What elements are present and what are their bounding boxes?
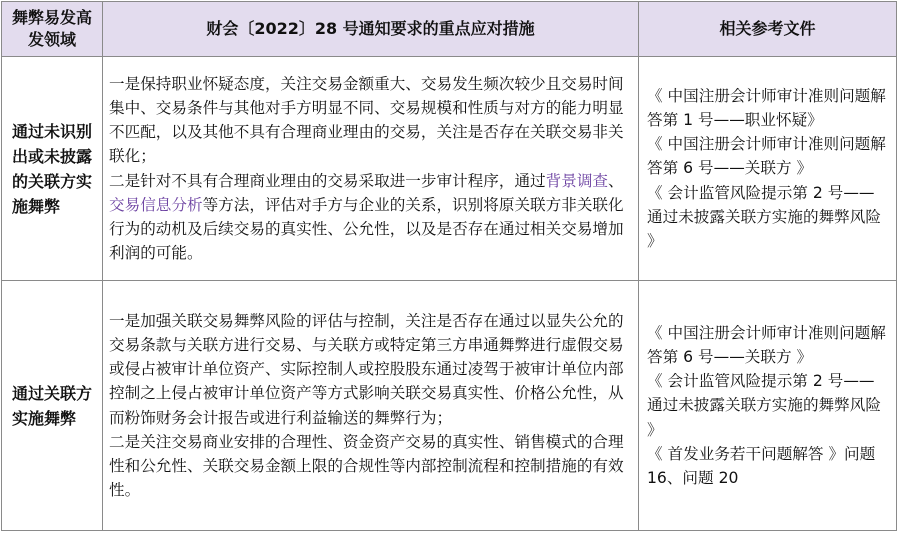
- area-label: 通过未识别出或未披露的关联方实施舞弊: [12, 121, 93, 216]
- reference-item: 《 会计监管风险提示第 2 号——通过未披露关联方实施的舞弊风险 》: [647, 183, 881, 250]
- measure-item-2: 二是关注交易商业安排的合理性、资金资产交易的真实性、销售模式的合理性和公允性、关联交易金额上限的合规性等内部控制流程和控制措施的有效性。: [109, 432, 624, 500]
- header-col-refs: [639, 2, 897, 57]
- area-cell: [2, 57, 103, 281]
- header-col-measures: [103, 2, 639, 57]
- refs-cell: [639, 57, 897, 281]
- reference-item: 《 中国注册会计师审计准则问题解答第 1 号——职业怀疑》: [647, 86, 886, 129]
- area-cell: [2, 281, 103, 531]
- table-header-row: [2, 2, 897, 57]
- measures-cell: [103, 281, 639, 531]
- reference-item: 《 首发业务若干问题解答 》问题 16、问题 20: [647, 444, 876, 487]
- area-label: 通过关联方实施舞弊: [12, 383, 93, 428]
- header-col-measures-label: 财会〔2022〕28 号通知要求的重点应对措施: [206, 19, 535, 38]
- header-col-area-label: 舞弊易发高发领域: [11, 8, 92, 49]
- table-row: [2, 57, 897, 281]
- reference-item: 《 中国注册会计师审计准则问题解答第 6 号——关联方 》: [647, 323, 886, 366]
- background-check-link[interactable]: 背景调查: [545, 171, 609, 190]
- reference-item: 《 会计监管风险提示第 2 号——通过未披露关联方实施的舞弊风险 》: [647, 372, 881, 439]
- fraud-measures-table: [1, 1, 897, 531]
- measure-separator: 、: [608, 171, 624, 190]
- refs-cell: [639, 281, 897, 531]
- measure-item-1: 一是加强关联交易舞弊风险的评估与控制，关注是否存在通过以显失公允的交易条款与关联方进行交易、与关联方或特定第三方串通舞弊进行虚假交易或侵占被审计单位资产、实际控制人或控股股东通过凌驾于被审计单位内部控制之上侵占被审计单位资产等方式影响关联交易真实性、价格公允性，从而粉饰财务会计报告或进行利益输送的舞弊行为；: [109, 311, 624, 427]
- measure-item-1: 一是保持职业怀疑态度，关注交易金额重大、交易发生频次较少且交易时间集中、交易条件与其他对手方明显不同、交易规模和性质与对方的能力明显不匹配，以及其他不具有合理商业理由的交易，关注是否存在关联交易非关联化；: [109, 74, 624, 166]
- measures-cell: [103, 57, 639, 281]
- measure-item-2-text: 二是针对不具有合理商业理由的交易采取进一步审计程序，通过: [109, 171, 546, 190]
- reference-item: 《 中国注册会计师审计准则问题解答第 6 号——关联方 》: [647, 135, 886, 178]
- transaction-analysis-link[interactable]: 交易信息分析: [109, 195, 203, 214]
- header-col-refs-label: 相关参考文件: [719, 19, 816, 38]
- header-col-area: [2, 2, 103, 57]
- measure-item-2-rest: 等方法，评估对手方与企业的关系，识别将原关联方非关联化行为的动机及后续交易的真实性、公允性，以及是否存在通过相关交易增加利润的可能。: [109, 195, 624, 263]
- table-row: [2, 281, 897, 531]
